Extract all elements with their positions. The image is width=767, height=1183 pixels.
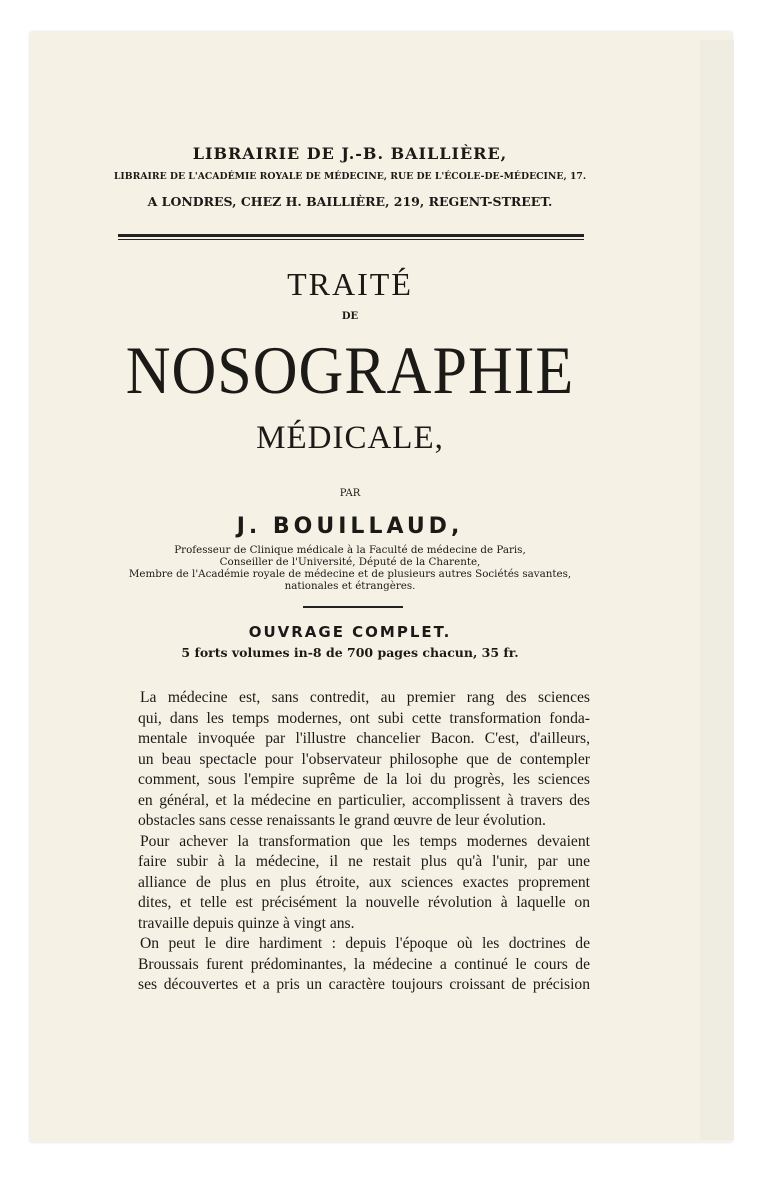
author-name: J. BOUILLAUD, bbox=[236, 514, 464, 539]
credential: nationales et étrangères. bbox=[284, 580, 416, 592]
edition-details: 5 forts volumes in-8 de 700 pages chacun, 35 fr. bbox=[181, 645, 519, 660]
body-line: qui, dans les temps modernes, ont subi cette transformation fonda- bbox=[138, 709, 590, 727]
title-nosographie: NOSOGRAPHIE bbox=[125, 333, 575, 409]
title-medicale: MÉDICALE, bbox=[256, 420, 444, 456]
body-line: mentale invoquée par l'illustre chancelier Bacon. C'est, d'ailleurs, bbox=[138, 730, 590, 747]
london-address: A LONDRES, CHEZ H. BAILLIÈRE, 219, REGENT-STREET. bbox=[147, 194, 553, 209]
credential: Membre de l'Académie royale de médecine et de plusieurs autres Sociétés savantes, bbox=[128, 568, 572, 580]
body-line: Broussais furent prédominantes, la médecine a continué le cours de bbox=[138, 955, 590, 973]
body-line: On peut le dire hardiment : depuis l'époque où les doctrines de bbox=[140, 935, 590, 952]
body-line: en général, et la médecine en particulier, accomplissent à travers des bbox=[138, 791, 590, 809]
body-line: dites, et telle est précisément la nouvelle révolution à laquelle on bbox=[138, 894, 590, 911]
body-line: obstacles sans cesse renaissants le grand œuvre de leur évolution. bbox=[138, 812, 546, 829]
body-line: travaille depuis quinze à vingt ans. bbox=[138, 914, 355, 932]
body-line: un beau spectacle pour l'observateur philosophe que de contempler bbox=[138, 750, 590, 768]
title-de: DE bbox=[341, 311, 359, 322]
header-rule-thin bbox=[118, 239, 584, 240]
title-traite: TRAITÉ bbox=[287, 266, 413, 302]
by-label: PAR bbox=[339, 488, 361, 499]
body-line: comment, sous l'empire suprême de la loi du progrès, les sciences bbox=[138, 771, 590, 788]
header-rule bbox=[118, 234, 584, 237]
edition-heading: OUVRAGE COMPLET. bbox=[248, 623, 452, 641]
credential: Professeur de Clinique médicale à la Faculté de médecine de Paris, bbox=[174, 544, 526, 556]
credential: Conseiller de l'Université, Député de la Charente, bbox=[219, 556, 481, 568]
body-line: faire subir à la médecine, il ne restait plus qu'à l'unir, par une bbox=[138, 853, 590, 870]
section-rule bbox=[303, 606, 403, 608]
body-line: Pour achever la transformation que les temps modernes devaient bbox=[140, 832, 590, 850]
body-line: La médecine est, sans contredit, au premier rang des sciences bbox=[140, 689, 590, 706]
body-line: alliance de plus en plus étroite, aux sciences exactes proprement bbox=[138, 873, 590, 891]
paper-edge bbox=[700, 40, 734, 1140]
publisher-name: LIBRAIRIE DE J.-B. BAILLIÈRE, bbox=[192, 144, 508, 163]
body-line: ses découvertes et a pris un caractère toujours croissant de précision bbox=[138, 976, 590, 993]
publisher-address: LIBRAIRE DE L'ACADÉMIE ROYALE DE MÉDECINE, RUE DE L'ÉCOLE-DE-MÉDECINE, 17. bbox=[113, 171, 587, 182]
